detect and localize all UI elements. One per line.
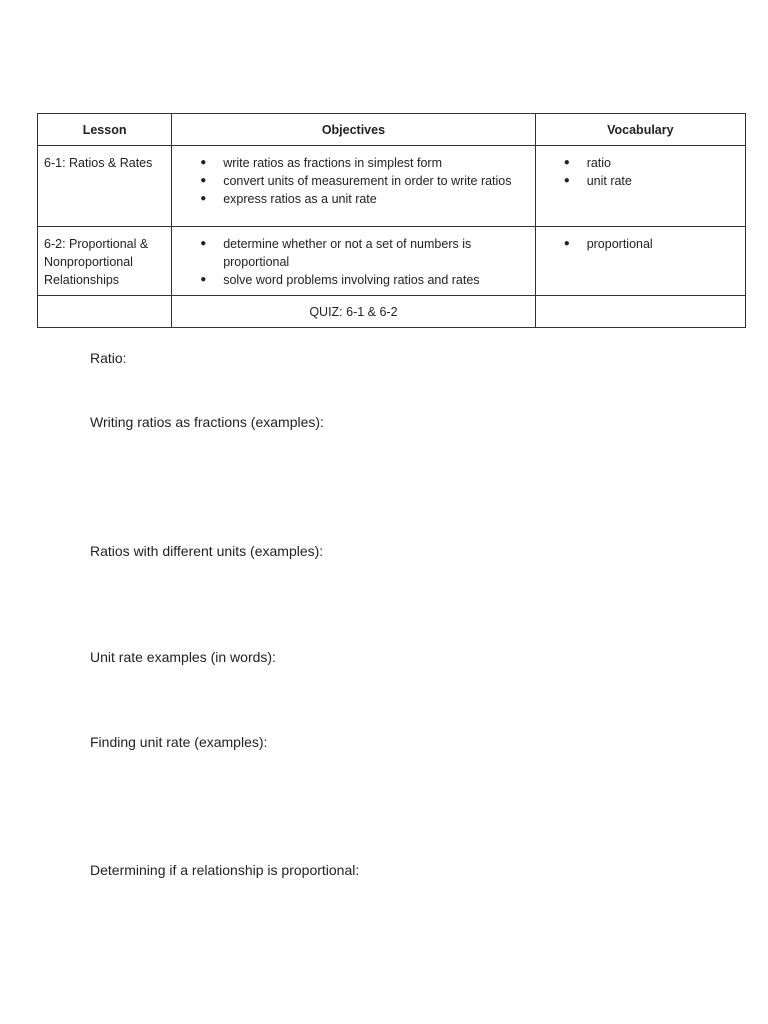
header-objectives: Objectives [172, 114, 536, 146]
section-unit-rate-words: Unit rate examples (in words): [90, 649, 276, 665]
vocabulary-item: ● proportional [542, 235, 739, 253]
table-row [38, 146, 746, 227]
section-finding-unit-rate: Finding unit rate (examples): [90, 734, 268, 750]
quiz-cell: QUIZ: 6-1 & 6-2 [172, 296, 536, 328]
objective-item: ● solve word problems involving ratios and rates [178, 271, 529, 289]
objective-item: ● express ratios as a unit rate [178, 190, 529, 208]
quiz-empty-cell [38, 296, 172, 328]
lesson-cell: 6-1: Ratios & Rates [38, 146, 172, 227]
table-row [38, 227, 746, 296]
objectives-cell [172, 227, 536, 296]
objective-item: ● determine whether or not a set of numbers is proportional [178, 235, 529, 271]
objective-item: ● convert units of measurement in order to write ratios [178, 172, 529, 190]
table-header-row [38, 114, 746, 146]
section-writing-ratios: Writing ratios as fractions (examples): [90, 414, 324, 430]
vocabulary-item: ● unit rate [542, 172, 739, 190]
quiz-empty-cell [535, 296, 745, 328]
lesson-cell: 6-2: Proportional & Nonproportional Relationships [38, 227, 172, 296]
header-vocabulary: Vocabulary [535, 114, 745, 146]
vocabulary-cell [535, 146, 745, 227]
quiz-row [38, 296, 746, 328]
vocabulary-item: ● ratio [542, 154, 739, 172]
section-ratio: Ratio: [90, 350, 127, 366]
section-proportional: Determining if a relationship is proportional: [90, 862, 360, 878]
header-lesson: Lesson [38, 114, 172, 146]
section-different-units: Ratios with different units (examples): [90, 543, 324, 559]
vocabulary-cell [535, 227, 745, 296]
lesson-table [37, 113, 746, 328]
objectives-cell [172, 146, 536, 227]
objective-item: ● write ratios as fractions in simplest form [178, 154, 529, 172]
